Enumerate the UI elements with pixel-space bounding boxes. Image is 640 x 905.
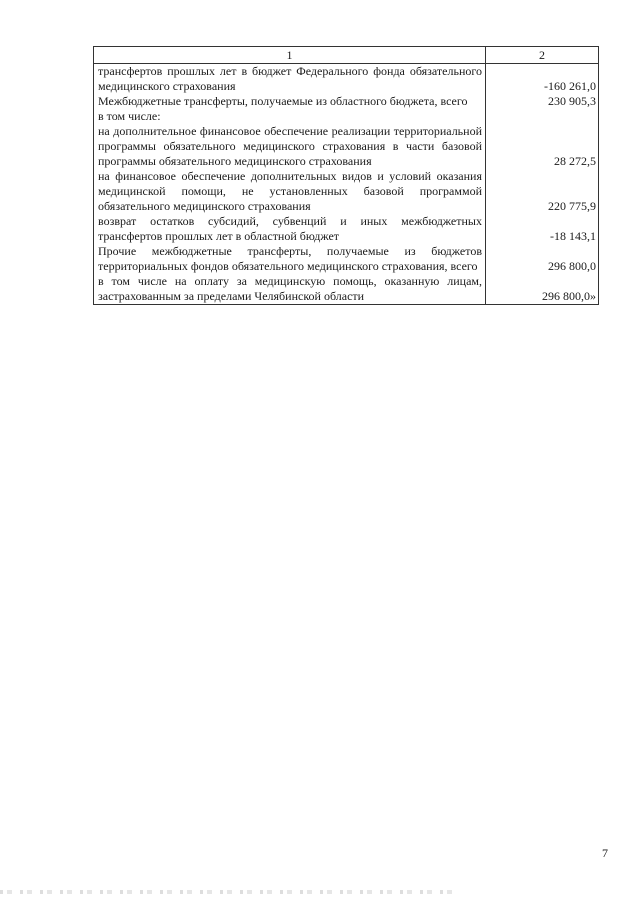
table-row [94, 214, 599, 244]
table-row [94, 109, 599, 124]
row-value: -160 261,0 [486, 64, 599, 95]
column-header-2: 2 [486, 47, 599, 64]
budget-table [93, 46, 599, 305]
row-value: 220 775,9 [486, 169, 599, 214]
row-description: на финансовое обеспечение дополнительных видов и условий оказания медицинской помощи, не установленных базовой программой обязательного медицинского страхования [94, 169, 486, 214]
row-description: в том числе на оплату за медицинскую помощь, оказанную лицам, застрахованным за пределами Челябинской области [94, 274, 486, 305]
table-row [94, 244, 599, 274]
page-number: 7 [602, 846, 608, 860]
row-description: на дополнительное финансовое обеспечение реализации территориальной программы обязательного медицинского страхования в части базовой программы обязательного медицинского страхования [94, 124, 486, 169]
row-description: возврат остатков субсидий, субвенций и иных межбюджетных трансфертов прошлых лет в областной бюджет [94, 214, 486, 244]
table-row [94, 94, 599, 109]
row-value: 296 800,0 [486, 244, 599, 274]
row-description: в том числе: [94, 109, 486, 124]
scan-artifact [0, 890, 460, 894]
row-description: трансфертов прошлых лет в бюджет Федерального фонда обязательного медицинского страхования [94, 64, 486, 95]
table-header-row [94, 47, 599, 64]
row-value [486, 109, 599, 124]
row-value: 28 272,5 [486, 124, 599, 169]
row-value: 230 905,3 [486, 94, 599, 109]
row-description: Прочие межбюджетные трансферты, получаемые из бюджетов территориальных фондов обязательного медицинского страхования, всего [94, 244, 486, 274]
table-row [94, 64, 599, 95]
table-row [94, 124, 599, 169]
row-value: 296 800,0» [486, 274, 599, 305]
table-row [94, 274, 599, 305]
row-value: -18 143,1 [486, 214, 599, 244]
column-header-1: 1 [94, 47, 486, 64]
table-row [94, 169, 599, 214]
row-description: Межбюджетные трансферты, получаемые из областного бюджета, всего [94, 94, 486, 109]
